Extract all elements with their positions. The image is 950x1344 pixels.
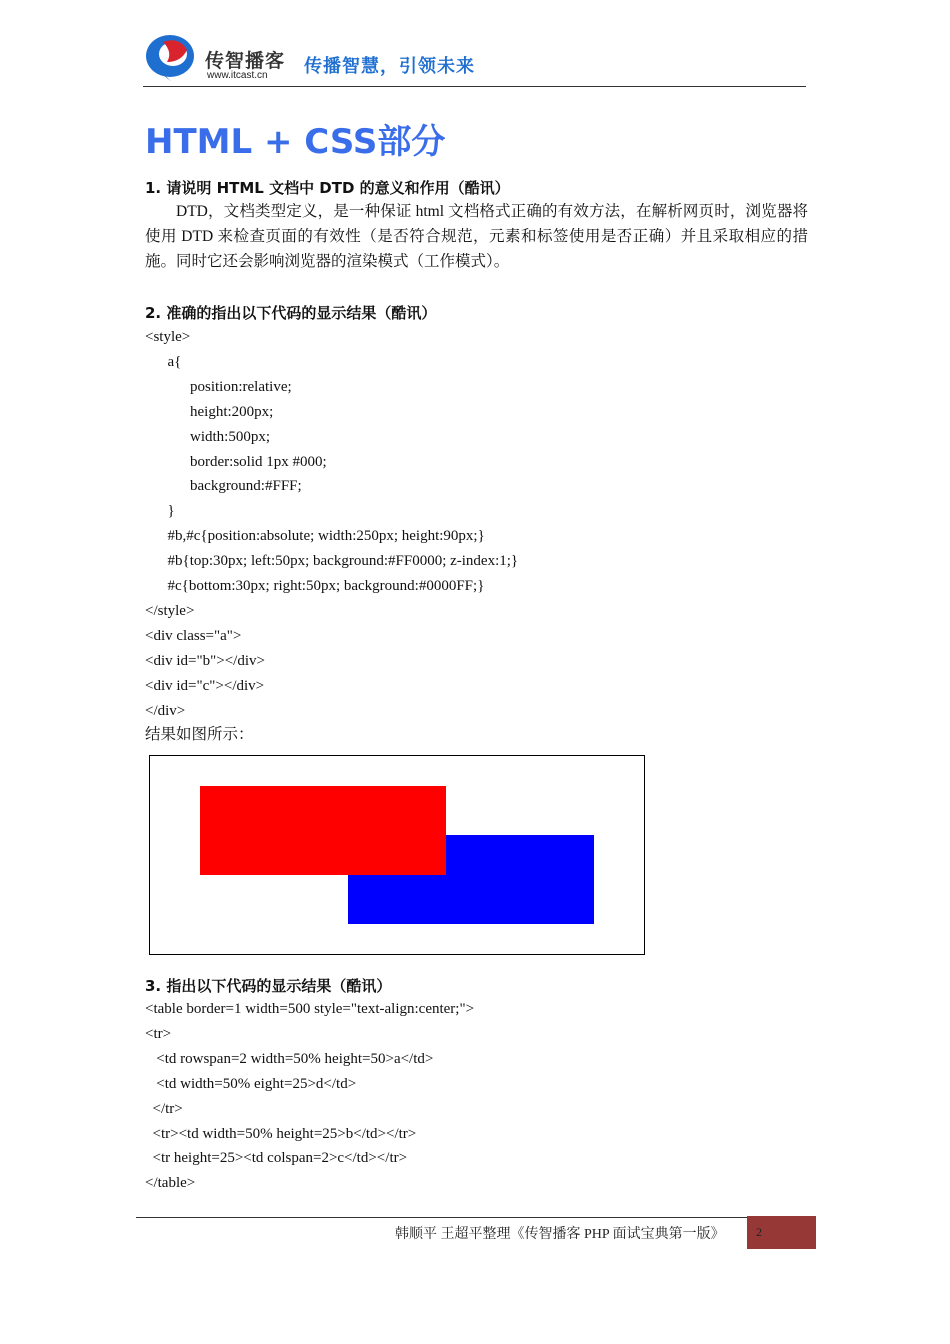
- brand-slogan: 传播智慧，引领未来: [304, 56, 475, 77]
- itcast-logo-icon: [143, 32, 201, 84]
- question-2-code: <style> a{ position:relative; height:200px; width:500px; border:solid 1px #000; background:#FFF; } #b,#c{position:absolute; width:250px; height:90px;} #b{top:30px; left:50px; background:#FF0000; z-index:1;} #c{bottom:30px; right:50px; background:#0000FF;} </style> <div class="a"> <div id="b"></div> <div id="c"></div> </div>: [145, 329, 519, 719]
- question-1-title: 1. 请说明 HTML 文档中 DTD 的意义和作用（酷讯）: [145, 179, 510, 197]
- page-header: [143, 28, 806, 87]
- question-3-title: 3. 指出以下代码的显示结果（酷讯）: [145, 977, 392, 995]
- result-demo-box: [149, 755, 645, 955]
- question-2-title: 2. 准确的指出以下代码的显示结果（酷讯）: [145, 304, 437, 322]
- section-title: HTML + CSS部分: [145, 122, 446, 162]
- brand-url: www.itcast.cn: [207, 70, 268, 81]
- footer-divider: [136, 1217, 808, 1218]
- footer-text: 韩顺平 王超平整理《传智播客 PHP 面试宝典第一版》: [395, 1227, 725, 1242]
- page-number: 2: [747, 1216, 816, 1249]
- red-box: [200, 786, 446, 875]
- result-label: 结果如图所示：: [145, 726, 254, 743]
- brand-name: 传智播客: [205, 50, 286, 72]
- question-3-code: <table border=1 width=500 style="text-align:center;"> <tr> <td rowspan=2 width=50% height=50>a</td> <td width=50% eight=25>d</td> </tr> <tr><td width=50% height=25>b</td></tr> <tr height=25><td colspan=2>c</td></tr> </table>: [145, 1001, 475, 1192]
- question-1-answer: DTD，文档类型定义，是一种保证 html 文档格式正确的有效方法，在解析网页时，浏览器将使用 DTD 来检查页面的有效性（是否符合规范，元素和标签使用是否正确）并且采取相应的措施。同时它还会影响浏览器的渲染模式（工作模式）。: [145, 203, 808, 270]
